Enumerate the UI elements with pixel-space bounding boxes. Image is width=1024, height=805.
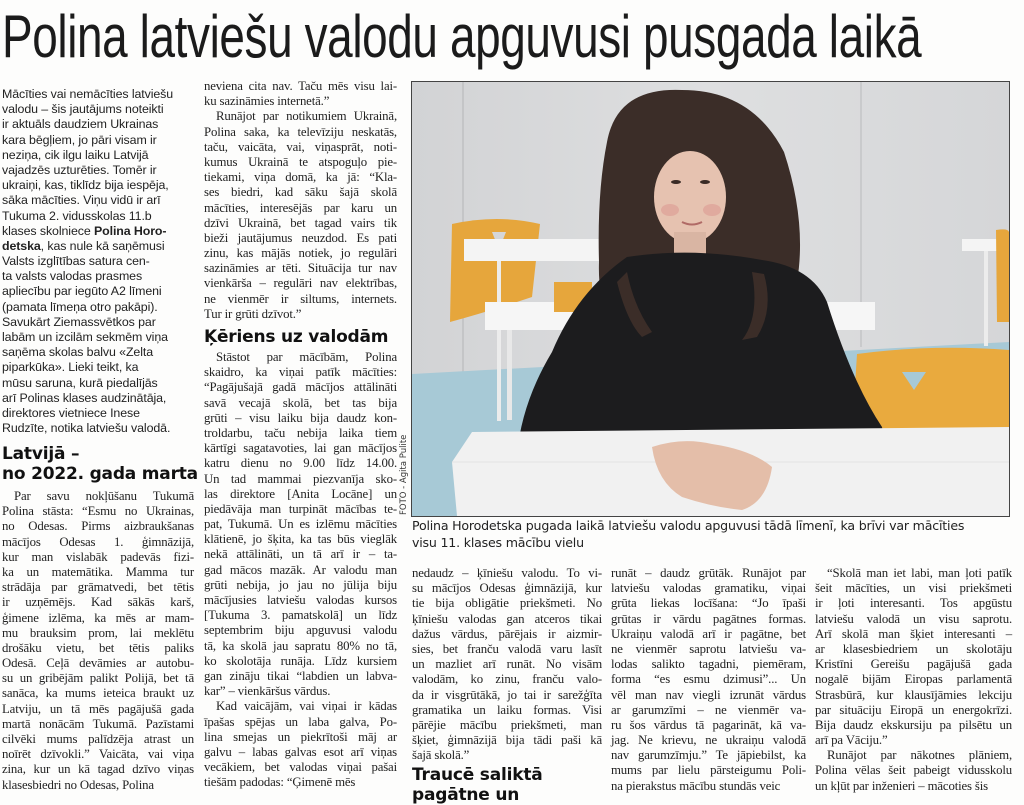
text-line: ru šos vārdus tā pagarināt, kā va- [611, 718, 806, 733]
text-line: tiekami, viņa domā, ka jā: “Kla- [204, 170, 397, 185]
text-line: Un tad mammai piezvanīja sko- [204, 472, 397, 487]
text-line: strādāja par grāmatvedi, bet tētis [2, 580, 194, 595]
text-line: labām un izcilām sekmēm viņa [2, 330, 196, 345]
text-line: Mācīties vai nemācīties latviešu [2, 87, 196, 102]
text-line: su un gribējām palikt Polijā, bet tā [2, 671, 194, 686]
text-line: dažus vārdus, pārējais ir aizmir- [412, 627, 602, 642]
text-line: bieži jautājumus neuzdod. Es pati [204, 231, 397, 246]
text-line: direktores vietniece Inese [2, 406, 196, 421]
text-line: mācījos Odesas 1. ģimnāzijā, [2, 535, 194, 550]
text-line: Runājot par nākotnes plāniem, [815, 748, 1012, 763]
column-2-body-bottom [204, 350, 397, 790]
text-line: vajadzēs uzturēties. Tomēr ir [2, 163, 196, 178]
text-line: ķīniešu valodas gan atceros tikai [412, 612, 602, 627]
text-line: ar klasesbiedriem un skolotāju [815, 642, 1012, 657]
text-line: cilvēki mums palīdzēja atrast un [2, 732, 194, 747]
text-line: Arī skolā man šķiet interesanti – [815, 627, 1012, 642]
subheading-line: Latvijā – [2, 445, 198, 465]
column-1-body [2, 489, 194, 793]
text-line: arī pa Vāciju.” [815, 733, 1012, 748]
text-line: mācījusies latviešu valodas kursos [204, 593, 397, 608]
text-line: Kad vaicājām, vai viņai ir kādas [204, 699, 397, 714]
text-line: valodu – šis jautājums noteikti [2, 102, 196, 117]
text-line: ģimene izlēma, ka mēs ar mam- [2, 611, 194, 626]
text-line: troldarbu, taču nebija laika tiem [204, 426, 397, 441]
text-line: ar garumzīmi – ne vienmēr va- [611, 703, 806, 718]
text-line: Kristīni Gereišu pagājušā gada [815, 657, 1012, 672]
text-line: Polina stāsta: “Esmu no Ukrainas, [2, 504, 194, 519]
text-line: gan zināju tikai “labdien un labva- [204, 669, 397, 684]
text-line: latviešu valodā un visu saprotu. [815, 612, 1012, 627]
text-line: ne vienmēr saprotu latviešu va- [611, 642, 806, 657]
desk [464, 239, 614, 261]
text-line: grūti – visu laiku bija daudz kon- [204, 411, 397, 426]
text-line: skaidro, ka viņai patīk mācīties: [204, 365, 397, 380]
subheading-latvija [2, 445, 198, 484]
text-line: Runājot par notikumiem Ukrainā, [204, 109, 397, 124]
text-line: grūta liekas locīšana: “Jo īpaši [611, 596, 806, 611]
text-line: Par savu nokļūšanu Tukumā [2, 489, 194, 504]
text-line: zinu, kas mājās notiek, jo regulāri [204, 246, 397, 261]
text-line: klātienē, jo šķita, ka tas būs vieglāk [204, 532, 397, 547]
text-line: nedaudz – ķīniešu valodu. To vi- [412, 566, 602, 581]
text-line: Savukārt Ziemassvētkos par [2, 315, 196, 330]
text-line: Ukraiņu valodā arī ir pagātne, bet [611, 627, 806, 642]
text-segment: , kas nule kā saņēmusi [41, 239, 165, 253]
text-line: “Skolā man iet labi, man ļoti patīk [815, 566, 1012, 581]
text-line: neviena cita nav. Taču mēs visu lai- [204, 79, 397, 94]
text-line: piedāvāja man turpināt mācības te- [204, 502, 397, 517]
text-line: na pierakstus mācību stundās veic [611, 779, 806, 794]
text-line: mācīties, interesējās par karu un [204, 201, 397, 216]
text-line: piparkūka». Lieki teikt, ka [2, 360, 196, 375]
text-line: Odesā. Ceļā devāmies ar autobu- [2, 656, 194, 671]
subheading-keriens: Ķēriens uz valodām [204, 328, 388, 348]
text-line: sies, bet franču valodā varu lasīt [412, 642, 602, 657]
text-line: savā vecajā skolā, bet tas bija [204, 396, 397, 411]
text-line: jag. Ne krievu, ne ukraiņu valodā [611, 733, 806, 748]
text-line: gramatika un laiku formas. Visi [412, 703, 602, 718]
photo-image [412, 82, 1009, 516]
text-line: šķiet, ģimnāzijā bija tādi paši kā [412, 733, 602, 748]
text-line: Bija daudz ekskursiju pa pilsētu un [815, 718, 1012, 733]
text-line: [Tukuma 3. pamatskolā] un līdz [204, 608, 397, 623]
subheading-line: Traucē saliktā [412, 766, 543, 786]
bold-name: Polina Horo- [94, 224, 166, 238]
caption-line: visu 11. klases mācību vielu [412, 534, 1012, 551]
text-line: ses biedri, kad sāku šajā skolā [204, 185, 397, 200]
text-line: sanāca, ka mums ieteica braukt uz [2, 686, 194, 701]
text-line: sāka mācīties. Viņu vidū ir arī [2, 193, 196, 208]
text-line: lina smejas un piekrītoši māj ar [204, 730, 397, 745]
text-line: noīrēt dzīvokli.” Vaicāta, vai viņa [2, 747, 194, 762]
text-line: ka un matemātika. Mamma tur [2, 565, 194, 580]
text-line: forma “es esmu dzimusi”... Un [611, 672, 806, 687]
text-line: katru dienu no 9.00 līdz 14.00. [204, 456, 397, 471]
text-line: gad mācos mazāk. Ar valodu man [204, 563, 397, 578]
text-line: īpašas spējas un laba galva, Po- [204, 715, 397, 730]
text-line: mums par lielu pārsteigumu Poli- [611, 763, 806, 778]
text-line: zina, kur un kā tagad dzīvo viņas [2, 762, 194, 777]
text-line: vēl man nav viegli izrunāt vārdus [611, 688, 806, 703]
text-line: pārējie mācību priekšmeti, man [412, 718, 602, 733]
text-line: Polina saka, ka televīziju neskatās, [204, 125, 397, 140]
bold-name: detska [2, 239, 41, 253]
text-line: runāt – daudz grūtāk. Runājot par [611, 566, 806, 581]
text-line [2, 224, 196, 239]
text-line: par situāciju Eiropā un energokrīzi. [815, 703, 1012, 718]
text-line: dzīvi Ukrainā, bet tagad vairs tik [204, 216, 397, 231]
text-line: šeit mācīties, un visi priekšmeti [815, 581, 1012, 596]
intro-column [2, 87, 196, 436]
text-segment: klases skolniece [2, 224, 94, 238]
text-line: Latviju, un tā mēs pagājušā gada [2, 702, 194, 717]
text-line: las direktore [Anita Locāne] un [204, 487, 397, 502]
article-photo [411, 81, 1010, 517]
text-line: kur man vislabāk padevās fizi- [2, 550, 194, 565]
text-line: “Pagājušajā gadā mācījos attālināti [204, 380, 397, 395]
article-title: Polina latviešu valodu apguvusi pusgada laikā [2, 2, 921, 72]
text-line: da ir visgrūtākā, jo tai ir sarežģīta [412, 688, 602, 703]
photo-caption [412, 517, 1012, 551]
text-line: ir ļoti interesanti. Tos apgūstu [815, 596, 1012, 611]
text-line: ne vienmēr ir siltums, internets. [204, 292, 397, 307]
text-line: tie bija obligātie priekšmeti. No [412, 596, 602, 611]
text-line: saņēma skolas balvu «Zelta [2, 345, 196, 360]
text-line: grūtas ir vārdu pagātnes formas. [611, 612, 806, 627]
text-line: kar” – vienkāršus vārdus. [204, 684, 397, 699]
text-line: Valsts izglītības satura cen- [2, 254, 196, 269]
text-line: galvu – labas galvas esot arī viņas [204, 745, 397, 760]
text-line: vecākiem, bet valodas viņai pašai [204, 760, 397, 775]
text-line: arī Polinas klases audzinātāja, [2, 391, 196, 406]
subheading-line: pagātne un [412, 786, 543, 805]
text-line: ir aktuāls daudziem Ukrainas [2, 117, 196, 132]
text-line: septembrim biju apguvusi valodu [204, 623, 397, 638]
text-line: (pamata līmeņa otro pakāpi). [2, 300, 196, 315]
text-line: Strasbūrā, kur klausījāmies lekciju [815, 688, 1012, 703]
text-line: drošāku vietu, bet tētis paliks [2, 641, 194, 656]
text-line: ir uzņēmējs. Kad sākās karš, [2, 595, 194, 610]
text-line: Tur ir grūti dzīvot.” [204, 307, 397, 322]
text-line: ku sazināmies internetā.” [204, 94, 397, 109]
text-line: kārtīgi sagatavoties, lai gan mācījos [204, 441, 397, 456]
text-line: kumus Ukrainā te atspoguļo pie- [204, 155, 397, 170]
text-line [2, 239, 196, 254]
text-line: kara bēgļiem, jo pāri visam ir [2, 133, 196, 148]
text-line: ukraiņi, kas, tiklīdz bija iespēja, [2, 178, 196, 193]
text-line: mu brauksim prom, lai meklētu [2, 626, 194, 641]
text-line: Stāstot par mācībām, Polina [204, 350, 397, 365]
text-line: tiešām padodas: “Ģimenē mēs [204, 775, 397, 790]
subheading-trauce [412, 766, 543, 805]
text-line: apliecību par iegūto A2 līmeni [2, 284, 196, 299]
text-line: lodas salikto tagadni, piemēram, [611, 657, 806, 672]
text-line: nekā attālināti, un tā arī ir – ta- [204, 547, 397, 562]
column-3-body [412, 566, 602, 763]
column-4-body [611, 566, 806, 794]
text-line: mūsu saruna, kurā piedalījās [2, 376, 196, 391]
text-line: nav garumzīmju.” Te jāpiebilst, ka [611, 748, 806, 763]
text-line: su mācījos Odesas ģimnāzijā, kur [412, 581, 602, 596]
text-line: taču, vaicāta, vai, viņasprāt, noti- [204, 140, 397, 155]
text-line: sazināmies ar tēti. Situācija tur nav [204, 261, 397, 276]
text-line: pat, Tukumā. Un es izlēmu mācīties [204, 517, 397, 532]
text-line: un kļūt par inženieri – mācoties šis [815, 779, 1012, 794]
text-line: šajā skolā.” [412, 748, 602, 763]
text-line: ko skolotāja runāja. Līdz kursiem [204, 654, 397, 669]
text-line: vienkārša – regulāri nav elektrības, [204, 276, 397, 291]
subheading-line: no 2022. gada marta [2, 465, 198, 485]
photo-credit: FOTO - Agita Pulite [399, 435, 409, 515]
text-line: neziņa, cik ilgu laiku Latvijā [2, 148, 196, 163]
text-line: Polina vēlas šeit pabeigt vidusskolu [815, 763, 1012, 778]
caption-line: Polina Horodetska pugada laikā latviešu valodu apguvusi tādā līmenī, ka brīvi var mācīties [412, 517, 1012, 534]
text-line: grūti nebija, jo jau no jūlija biju [204, 578, 397, 593]
column-2-body-top [204, 79, 397, 322]
face [654, 151, 726, 243]
text-line: klasesbiedri no Odesas, Polina [2, 778, 194, 793]
text-line: no Odesas. Pirms aizbraukšanas [2, 519, 194, 534]
column-5-body [815, 566, 1012, 794]
text-line: Rudzīte, notika latviešu valodā. [2, 421, 196, 436]
text-line: valodām, ko zinu, franču valo- [412, 672, 602, 687]
text-line: nogalē bijām Eiropas parlamentā [815, 672, 1012, 687]
text-line: latviešu valodas gramatiku, viņai [611, 581, 806, 596]
text-line: un mazliet arī runāt. No visām [412, 657, 602, 672]
text-line: martā nonācām Tukumā. Pazīstami [2, 717, 194, 732]
text-line: Tukuma 2. vidusskolas 11.b [2, 209, 196, 224]
text-line: ta valsts valodas prasmes [2, 269, 196, 284]
text-line: tā, ka skolā jau sapratu 80% no tā, [204, 639, 397, 654]
